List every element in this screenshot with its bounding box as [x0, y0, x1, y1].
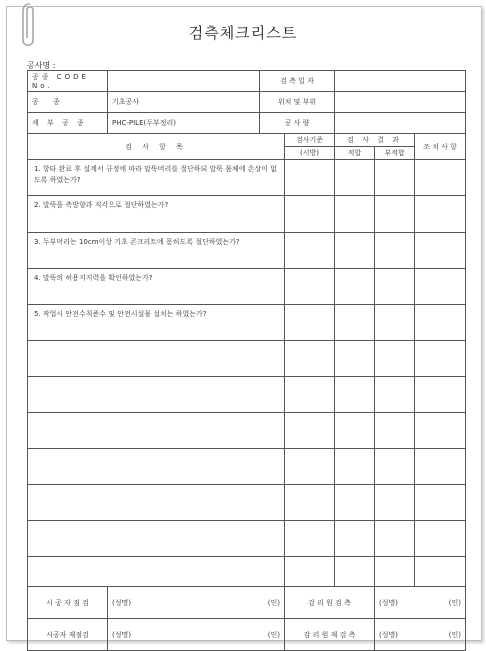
fit-cell[interactable]: [335, 449, 375, 485]
fit-cell[interactable]: [335, 485, 375, 521]
action-cell[interactable]: [415, 377, 466, 413]
work-type-value[interactable]: 기초공사: [108, 92, 260, 113]
location-value[interactable]: [335, 92, 466, 113]
fit-cell[interactable]: [335, 521, 375, 557]
signature-row-2: [28, 619, 466, 651]
fit-cell[interactable]: [335, 160, 375, 196]
check-item-2: 2. 말뚝을 축방향과 직각으로 절단하였는가?: [28, 196, 285, 233]
fit-cell[interactable]: [335, 377, 375, 413]
supervisor-resign-cell[interactable]: [375, 619, 466, 651]
code-label: 공종 CODE No.: [28, 71, 108, 92]
contractor-reseal-label: (인): [267, 630, 280, 639]
basis-cell[interactable]: [285, 521, 335, 557]
inspection-date-value[interactable]: [335, 71, 466, 92]
table-row: [28, 269, 466, 305]
action-cell[interactable]: [415, 305, 466, 341]
quantity-value[interactable]: [335, 113, 466, 134]
action-cell[interactable]: [415, 160, 466, 196]
action-cell[interactable]: [415, 557, 466, 587]
blank-row: [28, 341, 466, 377]
table-row: [28, 196, 466, 233]
fit-column-header: 적합: [335, 147, 375, 160]
blank-item-cell[interactable]: [28, 377, 285, 413]
action-cell[interactable]: [415, 269, 466, 305]
basis-cell[interactable]: [285, 377, 335, 413]
unfit-cell[interactable]: [375, 269, 415, 305]
table-row: [28, 160, 466, 196]
unfit-column-header: 부적합: [375, 147, 415, 160]
header-row-detail: [28, 113, 466, 134]
detail-work-value[interactable]: PHC-PILE(두부정리): [108, 113, 260, 134]
fit-cell[interactable]: [335, 269, 375, 305]
check-item-3: 3. 두부머리는 10cm이상 기초 콘크리트에 묻히도록 절단하였는가?: [28, 233, 285, 269]
unfit-cell[interactable]: [375, 305, 415, 341]
header-row-code: [28, 71, 466, 92]
signature-row-1: [28, 587, 466, 619]
checklist-table: [27, 70, 466, 651]
action-cell[interactable]: [415, 233, 466, 269]
blank-row: [28, 449, 466, 485]
basis-cell[interactable]: [285, 485, 335, 521]
unfit-cell[interactable]: [375, 557, 415, 587]
supervisor-seal-label: (인): [448, 598, 462, 607]
action-cell[interactable]: [415, 521, 466, 557]
basis-subheader: (시방): [285, 147, 335, 160]
action-cell[interactable]: [415, 449, 466, 485]
check-item-4: 4. 말뚝의 허용지지력을 확인하였는가?: [28, 269, 285, 305]
fit-cell[interactable]: [335, 196, 375, 233]
header-row-work-type: [28, 92, 466, 113]
contractor-recheck-label: 시공자 재점검: [28, 619, 108, 651]
blank-item-cell[interactable]: [28, 413, 285, 449]
supervisor-rename-label: (성명): [379, 630, 399, 639]
blank-row: [28, 557, 466, 587]
action-cell[interactable]: [415, 341, 466, 377]
basis-column-header: 검사기준: [285, 134, 335, 147]
unfit-cell[interactable]: [375, 449, 415, 485]
table-row: [28, 233, 466, 269]
contractor-resign-cell[interactable]: [108, 619, 285, 651]
work-type-label: 공 종: [28, 92, 108, 113]
basis-cell[interactable]: [285, 233, 335, 269]
check-item-1: 1. 항타 완료 후 설계서 규정에 따라 말뚝머리를 절단하되 말뚝 몸체에 손상이 없도록 하였는가?: [28, 160, 285, 196]
detail-work-label: 세 부 공 종: [28, 113, 108, 134]
location-label: 위치 및 부위: [260, 92, 335, 113]
column-header-row-1: [28, 134, 466, 147]
action-column-header: 조 치 사 항: [415, 134, 466, 160]
basis-cell[interactable]: [285, 557, 335, 587]
unfit-cell[interactable]: [375, 485, 415, 521]
site-name-label: 공사명 :: [27, 61, 56, 70]
document-title: 검측체크리스트: [188, 24, 298, 42]
table-row: [28, 305, 466, 341]
blank-item-cell[interactable]: [28, 341, 285, 377]
blank-row: [28, 413, 466, 449]
basis-cell[interactable]: [285, 449, 335, 485]
code-value[interactable]: [108, 71, 260, 92]
quantity-label: 공 사 량: [260, 113, 335, 134]
contractor-name-label: (성명): [112, 598, 131, 607]
blank-row: [28, 485, 466, 521]
unfit-cell[interactable]: [375, 377, 415, 413]
fit-cell[interactable]: [335, 413, 375, 449]
contractor-sign-cell[interactable]: [108, 587, 285, 619]
basis-cell[interactable]: [285, 269, 335, 305]
fit-cell[interactable]: [335, 305, 375, 341]
unfit-cell[interactable]: [375, 233, 415, 269]
supervisor-name-label: (성명): [379, 598, 399, 607]
blank-item-cell[interactable]: [28, 521, 285, 557]
contractor-check-label: 시 공 자 점 검: [28, 587, 108, 619]
blank-row: [28, 377, 466, 413]
contractor-rename-label: (성명): [112, 630, 131, 639]
basis-cell[interactable]: [285, 196, 335, 233]
basis-cell[interactable]: [285, 305, 335, 341]
unfit-cell[interactable]: [375, 160, 415, 196]
blank-item-cell[interactable]: [28, 449, 285, 485]
check-item-5: 5. 작업시 안전수칙준수 및 안전시설물 설치는 하였는가?: [28, 305, 285, 341]
fit-cell[interactable]: [335, 233, 375, 269]
supervisor-check-label: 감 리 원 검 측: [285, 587, 375, 619]
unfit-cell[interactable]: [375, 341, 415, 377]
basis-cell[interactable]: [285, 341, 335, 377]
action-cell[interactable]: [415, 485, 466, 521]
action-cell[interactable]: [415, 196, 466, 233]
blank-item-cell[interactable]: [28, 557, 285, 587]
inspection-date-label: 검 측 일 자: [260, 71, 335, 92]
basis-cell[interactable]: [285, 413, 335, 449]
unfit-cell[interactable]: [375, 413, 415, 449]
supervisor-sign-cell[interactable]: [375, 587, 466, 619]
contractor-seal-label: (인): [267, 598, 280, 607]
supervisor-recheck-label: 감 리 원 재 검 측: [285, 619, 375, 651]
basis-cell[interactable]: [285, 160, 335, 196]
result-column-header: 검 사 결 과: [335, 134, 415, 147]
fit-cell[interactable]: [335, 557, 375, 587]
unfit-cell[interactable]: [375, 196, 415, 233]
supervisor-reseal-label: (인): [448, 630, 462, 639]
item-column-header: 검 사 항 목: [28, 134, 285, 160]
blank-row: [28, 521, 466, 557]
action-cell[interactable]: [415, 413, 466, 449]
fit-cell[interactable]: [335, 341, 375, 377]
unfit-cell[interactable]: [375, 521, 415, 557]
blank-item-cell[interactable]: [28, 485, 285, 521]
